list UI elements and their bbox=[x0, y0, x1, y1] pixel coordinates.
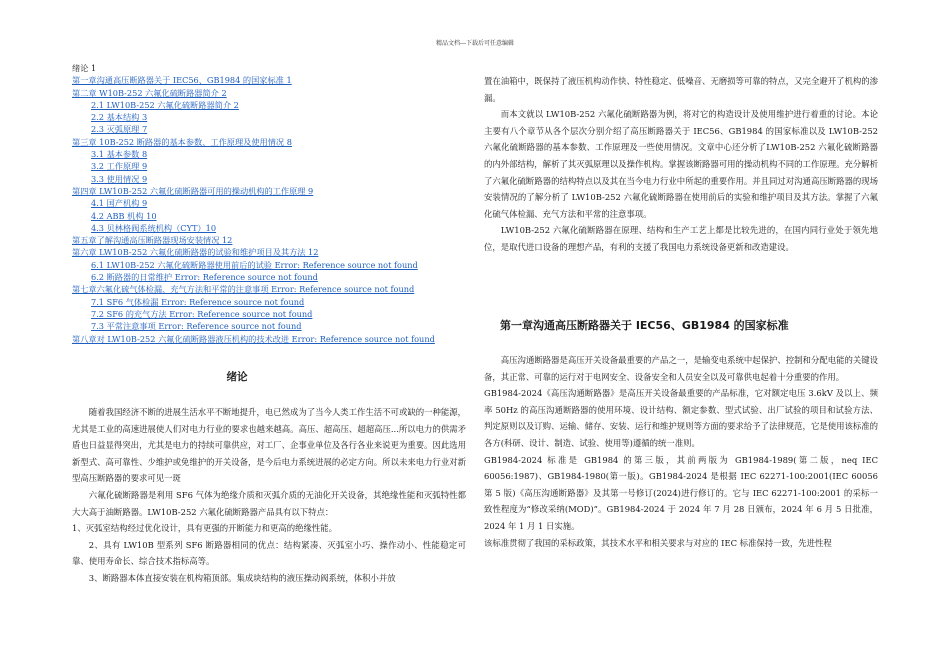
toc-link-7-2[interactable]: 7.2 SF6 的充气方法 Error: Reference source not found bbox=[91, 308, 313, 319]
body-paragraph: GB1984-2024《高压沟通断路器》是高压开关设备最重要的产品标准，它对额定电压 3.6kV 及以上、频率 50Hz 的高压沟通断路器的使用环境、设计结构、额定参数、型式试验、出厂试验的项目和试验方法、判定原则以及订购、运输、储存、安装、运行和维护规则等方面的要求给予了法律规范，它是使用该标准的各方(科研、设计、制造、试验、使用等)遵循的统一准则。 bbox=[484, 388, 878, 448]
toc-link-2-2[interactable]: 2.2 基本结构 3 bbox=[91, 112, 148, 123]
toc-link-chapter-7[interactable]: 第七章六氟化硫气体检漏、充气方法和平常的注意事项 Error: Reference source not found bbox=[72, 284, 415, 295]
toc-link-2-1[interactable]: 2.1 LW10B-252 六氟化硫断路器简介 2 bbox=[91, 99, 239, 110]
chapter-1-body bbox=[484, 352, 878, 551]
toc-link-6-2[interactable]: 6.2 断路器的日常维护 Error: Reference source not found bbox=[91, 272, 318, 283]
body-paragraph: LW10B-252 六氟化硫断路器在原理、结构和生产工艺上都是比较先进的，在国内同行业处于领先地位，是取代进口设备的理想产品，有利的支援了我国电力系统设备更新和改造建设。 bbox=[484, 225, 878, 252]
chapter-1-heading: 第一章沟通高压断路器关于 IEC56、GB1984 的国家标准 bbox=[500, 319, 789, 332]
toc-link-4-2[interactable]: 4.2 ABB 机构 10 bbox=[91, 210, 157, 221]
body-paragraph: 置在油箱中，既保持了液压机构动作快、特性稳定、低噪音、无磨损等可靠的特点，又完全避开了机构的渗漏。 bbox=[484, 76, 878, 103]
intro-list-item: 1、灭弧室结构经过优化设计，具有更强的开断能力和更高的绝缘性能。 bbox=[72, 523, 337, 534]
intro-continued bbox=[484, 73, 878, 256]
toc-link-7-1[interactable]: 7.1 SF6 气体检漏 Error: Reference source not found bbox=[91, 296, 305, 307]
toc-link-4-1[interactable]: 4.1 国产机构 9 bbox=[91, 198, 148, 209]
toc-link-chapter-1[interactable]: 第一章沟通高压断路器关于 IEC56、GB1984 的国家标准 1 bbox=[72, 75, 292, 86]
toc-link-chapter-8[interactable]: 第八章对 LW10B-252 六氟化硫断路器液压机构的技术改进 Error: Reference source not found bbox=[72, 333, 435, 344]
body-paragraph: GB1984-2024 标准是 GB1984 的第三版，其前两版为 GB1984-1989(第二版，neq IEC 60056:1987)、GB1984-1980(第一版)。GB1984-2024 是根据 IEC 62271-100:2001(IEC 60056 第 5 版)《高压沟通断路器》及其第一号修订(2024)进行修订的。它与 IEC 62271-100:2001 的采标一致性程度为“修改采纳(MOD)”。GB1984-2024 于 2024 年 7 月 28 日颁布，2024 年 6 月 5 日批准，2024 年 1 月 1 日实施。 bbox=[484, 454, 878, 531]
intro-list-item: 2、具有 LW10B 型系列 SF6 断路器相同的优点：结构紧凑、灭弧室小巧、操作动小、性能稳定可靠、使用寿命长、综合技术指标高等。 bbox=[72, 539, 466, 567]
page-header: 精品文档---下载后可任意编辑 bbox=[435, 40, 515, 47]
toc-link-2-3[interactable]: 2.3 灭弧原理 7 bbox=[91, 124, 148, 135]
toc-link-3-2[interactable]: 3.2 工作原理 9 bbox=[91, 161, 148, 172]
toc-link-chapter-6[interactable]: 第六章 LW10B-252 六氟化硫断路器的试验和维护项目及其方法 12 bbox=[72, 247, 319, 258]
intro-heading: 绪论 bbox=[226, 371, 248, 383]
body-paragraph: 而本文就以 LW10B-252 六氟化硫断路器为例，将对它的构造设计及使用维护进行着重的讨论。本论主要有八个章节从各个层次分别介绍了高压断路器关于 IEC56、GB1984 的国家标准以及 LW10B-252 六氟化硫断路器的基本参数、工作原理及一些使用情况。文章中心还分析了LW10B-252 六氟化硫断路器的内外部结构，解析了其灭弧原理以及操作机构。掌握该断路器可用的操动机构不同的工作原理。充分解析了六氟化硫断路器的结构特点以及其在当今电力行业中所起的重要作用。并且同过对沟通高压断路器的现场安装情况的了解分析了 LW10B-252 六氟化硫断路器在使用前后的实验和维护项目及其方法。掌握了六氟化硫气体检漏、充气方法和平常的注意事项。 bbox=[484, 109, 878, 219]
intro-body bbox=[72, 404, 466, 587]
table-of-contents bbox=[72, 62, 472, 345]
toc-link-chapter-2[interactable]: 第二章 W10B-252 六氟化硫断路器简介 2 bbox=[72, 87, 227, 98]
toc-link-chapter-5[interactable]: 第五章了解沟通高压断路器现场安装情况 12 bbox=[72, 235, 233, 246]
toc-intro-entry: 绪论 1 bbox=[72, 63, 97, 73]
toc-link-3-1[interactable]: 3.1 基本参数 8 bbox=[91, 149, 148, 160]
toc-link-chapter-4[interactable]: 第四章 LW10B-252 六氟化硫断路器可用的操动机构的工作原理 9 bbox=[72, 185, 314, 196]
intro-paragraph: 随着我国经济不断的进展生活水平不断地提升，电已然成为了当今人类工作生活不可或缺的一种能源，尤其是工业的高速进展使人们对电力行业的要求也越来越高。高压、超高压、超超高压...所以电力的供需矛盾也日益显得突出，尤其是电力的持续可靠供应，对工厂、企事业单位及各行各业来说更为重要。因此选用新型式、高可靠性、少维护或免维护的开关设备，是今后电力系统进展的必定方向。所以未来电力行业对新型高压断路器的要求可见一斑 bbox=[72, 407, 466, 484]
toc-link-6-1[interactable]: 6.1 LW10B-252 六氟化硫断路器使用前后的试验 Error: Reference source not found bbox=[91, 259, 418, 270]
toc-link-7-3[interactable]: 7.3 平常注意事项 Error: Reference source not found bbox=[91, 321, 302, 332]
intro-list-item: 3、断路器本体直接安装在机构箱顶部。集成块结构的液压操动阀系统，体积小并放 bbox=[88, 572, 396, 583]
toc-link-chapter-3[interactable]: 第三章 10B-252 断路器的基本参数、工作原理及使用情况 8 bbox=[72, 136, 292, 147]
toc-link-3-3[interactable]: 3.3 使用情况 9 bbox=[91, 173, 148, 184]
body-paragraph: 高压沟通断路器是高压开关设备最重要的产品之一，是输变电系统中起保护、控制和分配电能的关键设备，其正常、可靠的运行对于电网安全、设备安全和人员安全以及可靠供电起着十分重要的作用。 bbox=[484, 355, 878, 382]
intro-paragraph: 六氟化硫断路器是利用 SF6 气体为绝缘介质和灭弧介质的无油化开关设备，其绝缘性能和灭弧特性都大大高于油断路器。LW10B-252 六氟化硫断路器产品具有以下特点： bbox=[72, 489, 466, 517]
body-paragraph: 该标准贯彻了我国的采标政策，其技术水平和相关要求与对应的 IEC 标准保持一致，先进性程 bbox=[484, 537, 832, 548]
toc-link-4-3[interactable]: 4.3 贝林格阀系统机构（CYT）10 bbox=[91, 222, 217, 233]
